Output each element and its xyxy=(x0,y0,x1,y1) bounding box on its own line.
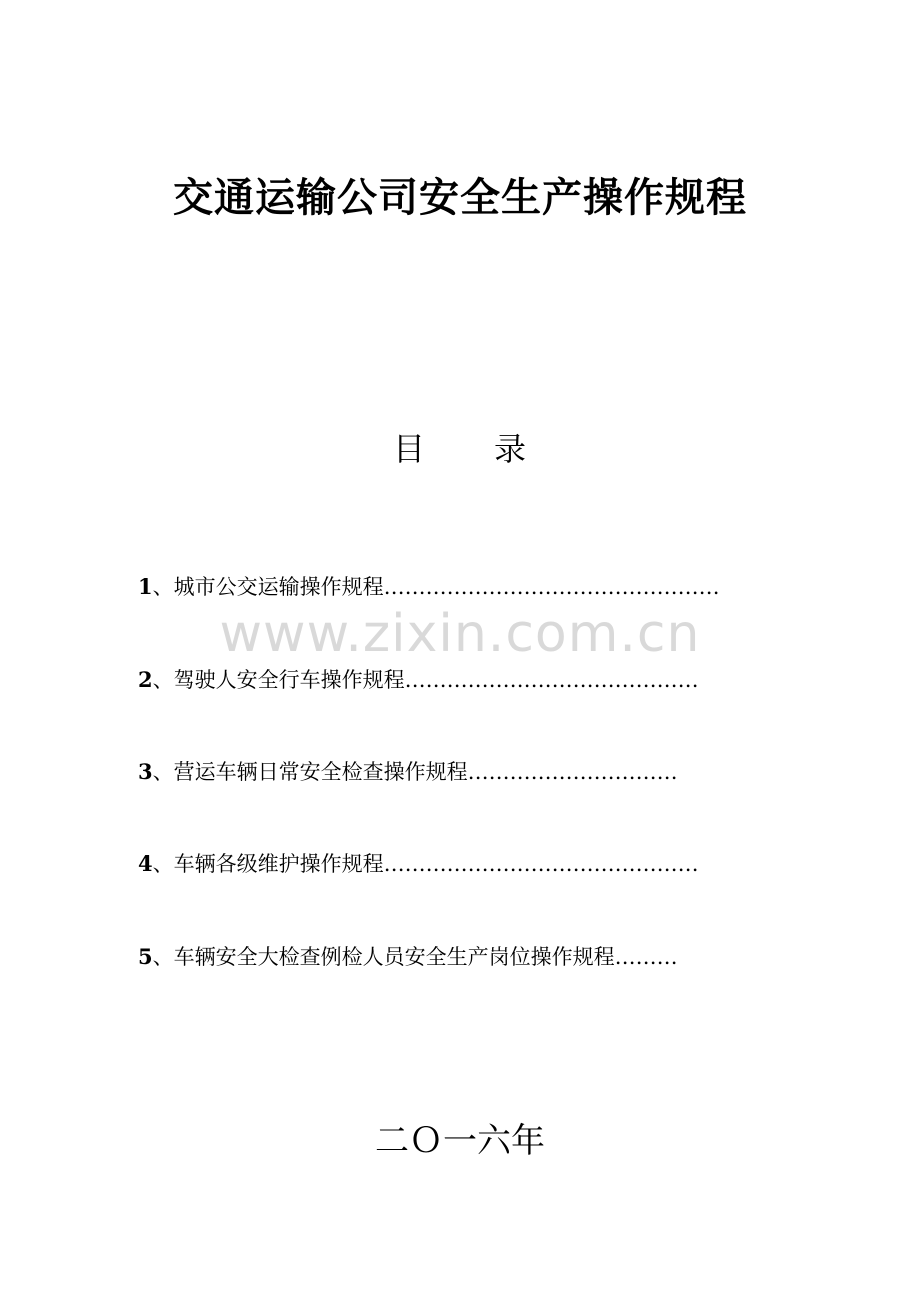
toc-item-number: 5 xyxy=(138,944,153,969)
toc-item-number: 3 xyxy=(138,759,153,784)
toc-item xyxy=(138,570,738,604)
toc-item-number: 2 xyxy=(138,667,153,692)
toc-item-separator: 、 xyxy=(152,852,174,876)
toc-item xyxy=(138,847,738,881)
toc-item-text: 驾驶人安全行车操作规程…………………………………… xyxy=(173,668,699,692)
toc-item-number: 4 xyxy=(138,851,153,876)
toc-heading-char-2: 录 xyxy=(494,430,527,468)
toc-item-text: 城市公交运输操作规程………………………………………… xyxy=(173,575,720,599)
toc-item xyxy=(138,663,738,697)
document-title: 交通运输公司安全生产操作规程 xyxy=(173,175,747,221)
toc-item-separator: 、 xyxy=(152,760,174,784)
toc-item-text: 车辆各级维护操作规程……………………………………… xyxy=(173,852,699,876)
toc-item xyxy=(138,940,738,974)
toc-item-number: 1 xyxy=(138,574,153,599)
toc-item-text: 营运车辆日常安全检查操作规程………………………… xyxy=(173,760,678,784)
toc-item xyxy=(138,755,738,789)
toc-item-text: 车辆安全大检查例检人员安全生产岗位操作规程……… xyxy=(173,945,678,969)
toc-item-separator: 、 xyxy=(152,945,174,969)
document-date: 二Ｏ一六年 xyxy=(375,1121,545,1161)
toc-heading xyxy=(0,424,920,474)
watermark: www.zixin.com.cn xyxy=(219,604,701,664)
toc-heading-char-1: 目 xyxy=(393,430,426,468)
toc-item-separator: 、 xyxy=(152,575,174,599)
toc-item-separator: 、 xyxy=(152,668,174,692)
